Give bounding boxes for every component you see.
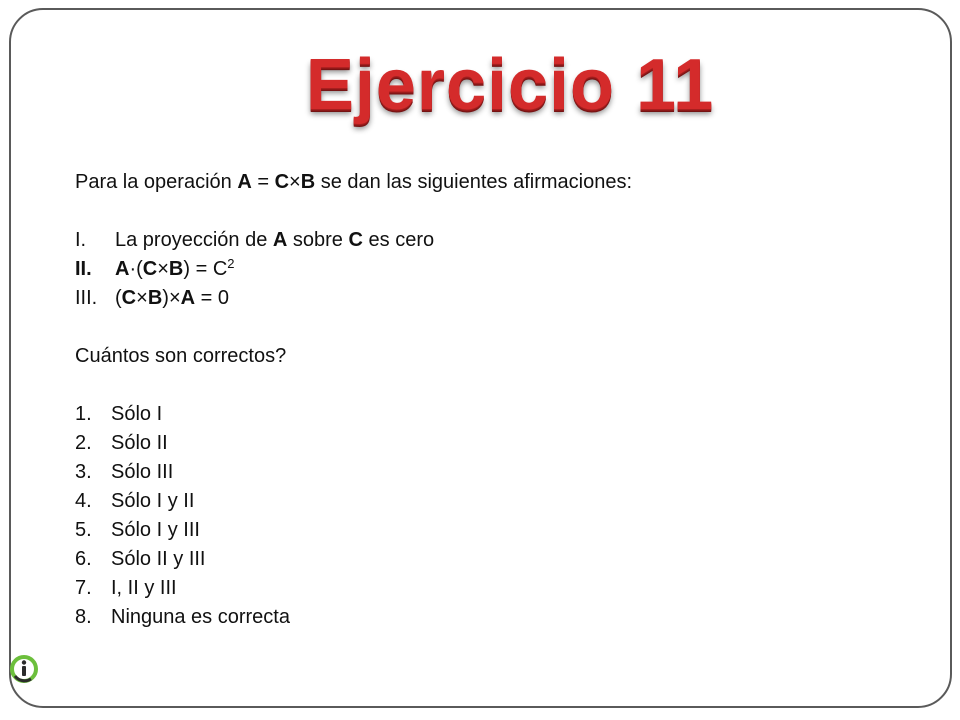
statement-3-rhs: = 0 xyxy=(195,287,229,309)
statement-number: III. xyxy=(75,287,98,309)
vector-c: C xyxy=(121,287,137,309)
statement-number: I. xyxy=(75,229,87,251)
vector-c: C xyxy=(142,258,158,280)
statement-1-text-end: es cero xyxy=(362,229,435,251)
option-number: 6. xyxy=(75,548,92,570)
option-label: Sólo I y III xyxy=(111,519,200,541)
vector-c: C xyxy=(274,171,290,193)
slide-content xyxy=(75,168,632,632)
vector-b: B xyxy=(168,258,184,280)
statement-text-end: se dan las siguientes afirmaciones: xyxy=(315,171,633,193)
option-item xyxy=(75,545,632,574)
options-list xyxy=(75,400,632,632)
cross-product-sign: × xyxy=(289,171,301,193)
vector-c: C xyxy=(348,229,363,251)
option-label: Sólo I y II xyxy=(111,490,195,512)
option-label: Sólo I xyxy=(111,403,163,425)
equals-sign: = xyxy=(251,171,275,193)
statement-2-rhs: ) = C xyxy=(183,258,228,280)
statement-number: II. xyxy=(75,258,92,280)
vector-b: B xyxy=(300,171,316,193)
question: Cuántos son correctos? xyxy=(75,345,287,367)
option-number: 8. xyxy=(75,606,92,628)
option-number: 5. xyxy=(75,519,92,541)
statement-1-text: La proyección de xyxy=(115,229,273,251)
exponent: 2 xyxy=(227,256,235,271)
statement-text: Para la operación xyxy=(75,171,238,193)
option-label: Sólo II y III xyxy=(111,548,206,570)
problem-statement xyxy=(75,168,632,197)
vector-a: A xyxy=(272,229,288,251)
paren-open: ( xyxy=(115,287,122,309)
statement-1 xyxy=(75,226,632,255)
option-number: 1. xyxy=(75,403,92,425)
cross-product-sign: × xyxy=(136,287,148,309)
option-item xyxy=(75,429,632,458)
option-number: 4. xyxy=(75,490,92,512)
statement-3 xyxy=(75,284,632,313)
option-item xyxy=(75,458,632,487)
info-logo-icon xyxy=(9,654,39,684)
cross-product-sign: × xyxy=(168,287,181,309)
vector-a: A xyxy=(180,287,196,309)
vector-a: A xyxy=(115,258,130,280)
statement-2 xyxy=(75,255,632,284)
statement-1-text-mid: sobre xyxy=(287,229,349,251)
vector-a: A xyxy=(237,171,252,193)
option-item xyxy=(75,516,632,545)
option-item xyxy=(75,487,632,516)
slide-title: Ejercicio 11 xyxy=(305,45,715,125)
option-number: 2. xyxy=(75,432,92,454)
cross-product-sign: × xyxy=(157,258,169,280)
option-label: Sólo II xyxy=(111,432,168,454)
vector-b: B xyxy=(147,287,163,309)
option-item xyxy=(75,574,632,603)
paren-close: ) xyxy=(162,287,169,309)
option-label: Ninguna es correcta xyxy=(111,606,290,628)
option-item xyxy=(75,400,632,429)
option-label: I, II y III xyxy=(111,577,177,599)
option-label: Sólo III xyxy=(111,461,174,483)
option-item xyxy=(75,603,632,632)
option-number: 3. xyxy=(75,461,92,483)
option-number: 7. xyxy=(75,577,92,599)
dot-product-open: ·( xyxy=(129,258,143,280)
